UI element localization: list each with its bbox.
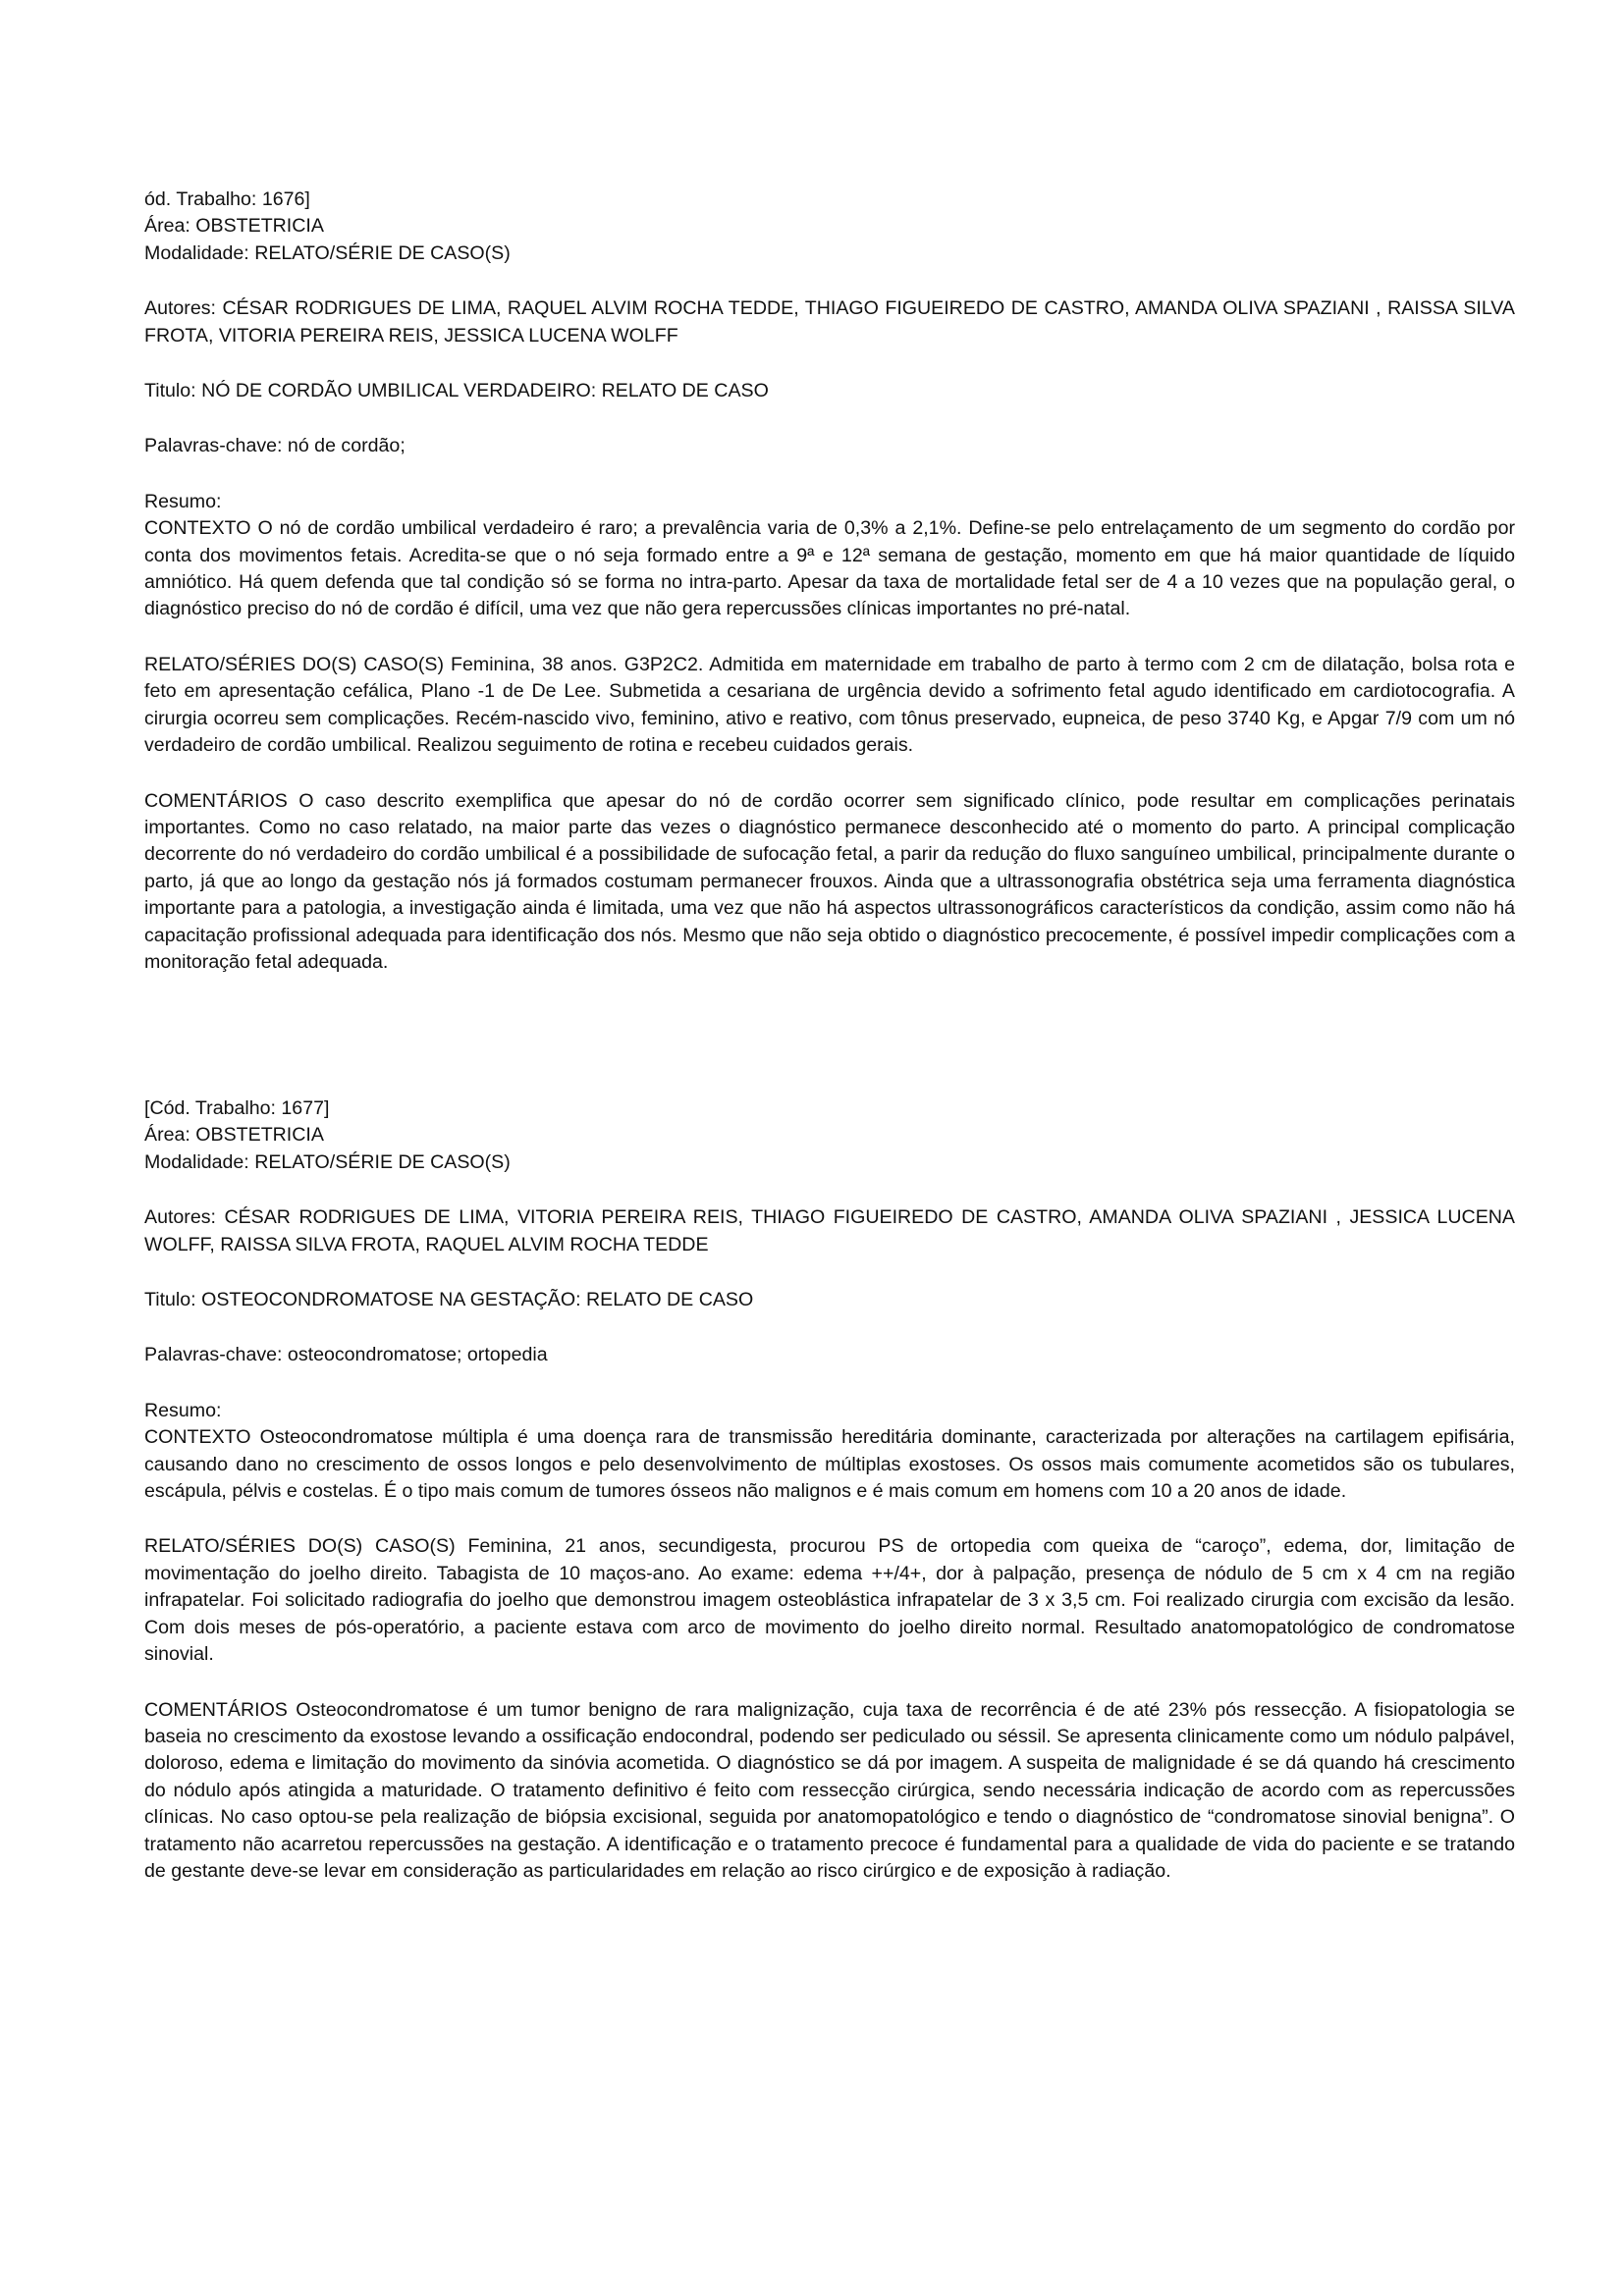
keywords: Palavras-chave: osteocondromatose; ortopedia (144, 1344, 548, 1366)
spacer (144, 1669, 1515, 1697)
summary-label: Resumo: (144, 490, 222, 512)
spacer (144, 460, 1515, 489)
comments-paragraph: COMENTÁRIOS O caso descrito exemplifica que apesar do nó de cordão ocorrer sem significado clínico, pode resultar em complicações perinatais importantes. Como no caso relatado, na maior parte das vezes o diagnóstico permanece desconhecido até o momento do parto. A principal complicação decorrente do nó verdadeiro do cordão umbilical é a possibilidade de sufocação fetal, a parir da redução do fluxo sanguíneo umbilical, principalmente durante o parto, já que ao longo da gestação nós já formados costumam permanecer frouxos. Ainda que a ultrassonografia obstétrica seja uma ferramenta diagnóstica importante para a patologia, a investigação ainda é limitada, uma vez que não há aspectos ultrassonográficos característicos da condição, assim como não há capacitação profissional adequada para identificação dos nós. Mesmo que não seja obtido o diagnóstico precocemente, é possível impedir complicações com a monitoração fetal adequada. (144, 789, 1515, 973)
context-paragraph: CONTEXTO O nó de cordão umbilical verdadeiro é raro; a prevalência varia de 0,3% a 2,1%. Define-se pelo entrelaçamento de um segmento do cordão por conta dos movimentos fetais. Acredita-se que o nó seja formado entre a 9ª e 12ª semana de gestação, momento em que há maior quantidade de líquido amniótico. Há quem defenda que tal condição só se forma no intra-parto. Apesar da taxa de mortalidade fetal ser de 4 a 10 vezes que na população geral, o diagnóstico preciso do nó de cordão é difícil, uma vez que não gera repercussões clínicas importantes no pré-natal. (144, 517, 1515, 620)
modality: Modalidade: RELATO/SÉRIE DE CASO(S) (144, 241, 511, 264)
spacer (144, 404, 1515, 433)
spacer (144, 1258, 1515, 1287)
keywords: Palavras-chave: nó de cordão; (144, 435, 406, 457)
area: Área: OBSTETRICIA (144, 215, 324, 238)
spacer (144, 349, 1515, 378)
authors: Autores: CÉSAR RODRIGUES DE LIMA, RAQUEL ALVIM ROCHA TEDDE, THIAGO FIGUEIREDO DE CASTRO, AMANDA OLIVA SPAZIANI , RAISSA SILVA FROTA, VITORIA PEREIRA REIS, JESSICA LUCENA WOLFF (144, 297, 1515, 347)
area: Área: OBSTETRICIA (144, 1124, 324, 1147)
authors: Autores: CÉSAR RODRIGUES DE LIMA, VITORIA PEREIRA REIS, THIAGO FIGUEIREDO DE CASTRO, AMANDA OLIVA SPAZIANI , JESSICA LUCENA WOLFF, RAISSA SILVA FROTA, RAQUEL ALVIM ROCHA TEDDE (144, 1206, 1515, 1255)
work-code: ód. Trabalho: 1676] (144, 188, 310, 210)
case-report-paragraph: RELATO/SÉRIES DO(S) CASO(S) Feminina, 38 anos. G3P2C2. Admitida em maternidade em trabalho de parto à termo com 2 cm de dilatação, bolsa rota e feto em apresentação cefálica, Plano -1 de De Lee. Submetida a cesariana de urgência devido a sofrimento fetal agudo identificado em cardiotocografia. A cirurgia ocorreu sem complicações. Recém-nascido vivo, feminino, ativo e reativo, com tônus preservado, eupneica, de peso 3740 Kg, e Apgar 7/9 com um nó verdadeiro de cordão umbilical. Realizou seguimento de rotina e recebeu cuidados gerais. (144, 653, 1515, 757)
spacer (144, 623, 1515, 652)
abstract-title: Titulo: OSTEOCONDROMATOSE NA GESTAÇÃO: RELATO DE CASO (144, 1289, 754, 1311)
spacer (144, 1176, 1515, 1204)
spacer (144, 1313, 1515, 1342)
spacer (144, 1505, 1515, 1533)
spacer (144, 1369, 1515, 1398)
work-code: [Cód. Trabalho: 1677] (144, 1097, 330, 1119)
abstract-title: Titulo: NÓ DE CORDÃO UMBILICAL VERDADEIRO: RELATO DE CASO (144, 380, 769, 402)
summary-label: Resumo: (144, 1399, 222, 1421)
spacer (144, 760, 1515, 788)
abstract-entry-1676 (144, 187, 1515, 976)
spacer (144, 267, 1515, 295)
abstract-entry-1677 (144, 1095, 1515, 1885)
modality: Modalidade: RELATO/SÉRIE DE CASO(S) (144, 1150, 511, 1173)
context-paragraph: CONTEXTO Osteocondromatose múltipla é uma doença rara de transmissão hereditária dominante, caracterizada por alterações na cartilagem epifisária, causando dano no crescimento de ossos longos e pelo desenvolvimento de múltiplas exostoses. Os ossos mais comumente acometidos são os tubulares, escápula, pélvis e costelas. É o tipo mais comum de tumores ósseos não malignos e é mais comum em homens com 10 a 20 anos de idade. (144, 1426, 1515, 1503)
comments-paragraph: COMENTÁRIOS Osteocondromatose é um tumor benigno de rara malignização, cuja taxa de recorrência é de até 23% pós ressecção. A fisiopatologia se baseia no crescimento da exostose levando a ossificação endocondral, podendo ser pediculado ou séssil. Se apresenta clinicamente como um nódulo palpável, doloroso, edema e limitação do movimento da sinóvia acometida. O diagnóstico se dá por imagem. A suspeita de malignidade é se dá quando há crescimento do nódulo após atingida a maturidade. O tratamento definitivo é feito com ressecção cirúrgica, sendo necessária indicação de acordo com as repercussões clínicas. No caso optou-se pela realização de biópsia excisional, seguida por anatomopatológico e tendo o diagnóstico de “condromatose sinovial benigna”. O tratamento não acarretou repercussões na gestação. A identificação e o tratamento precoce é fundamental para a qualidade de vida do paciente e se tratando de gestante deve-se levar em consideração as particularidades em relação ao risco cirúrgico e de exposição à radiação. (144, 1698, 1515, 1882)
case-report-paragraph: RELATO/SÉRIES DO(S) CASO(S) Feminina, 21 anos, secundigesta, procurou PS de ortopedia com queixa de “caroço”, edema, dor, limitação de movimentação do joelho direito. Tabagista de 10 maços-ano. Ao exame: edema ++/4+, dor à palpação, presença de nódulo de 5 cm x 4 cm na região infrapatelar. Foi solicitado radiografia do joelho que demonstrou imagem osteoblástica infrapatelar de 3 x 3,5 cm. Foi realizado cirurgia com excisão da lesão. Com dois meses de pós-operatório, a paciente estava com arco de movimento do joelho direito normal. Resultado anatomopatológico de condromatose sinovial. (144, 1535, 1515, 1666)
